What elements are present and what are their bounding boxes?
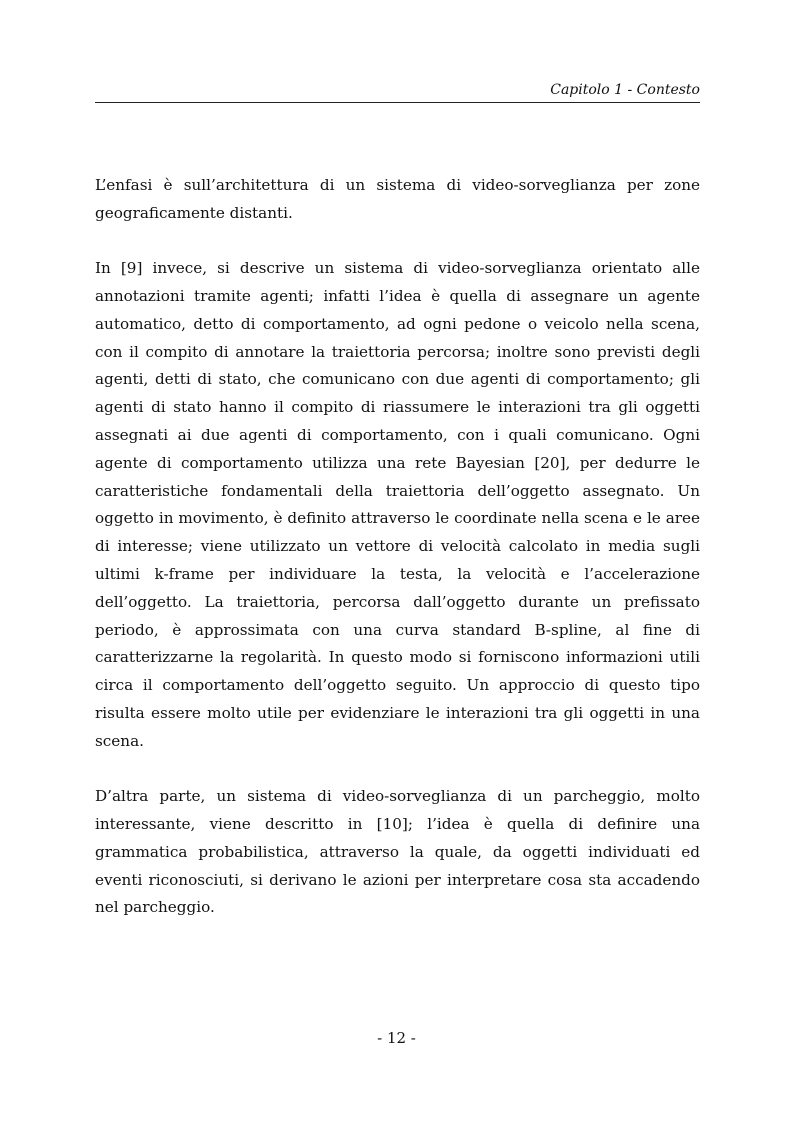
paragraph-1: L’enfasi è sull’architettura di un sistema di video-sorveglianza per zone geograficamente distanti. [95,176,700,222]
paragraph-2: In [9] invece, si descrive un sistema di video-sorveglianza orientato alle annotazioni tramite agenti; infatti l’idea è quella di assegnare un agente automatico, detto di comportamento, ad ogni pedone o veicolo nella scena, con il compito di annotare la traiettoria percorsa; inoltre sono previsti degli agenti, detti di stato, che comunicano con due agenti di comportamento; gli agenti di stato hanno il compito di riassumere le interazioni tra gli oggetti assegnati ai due agenti di comportamento, con i quali comunicano. Ogni agente di comportamento utilizza una rete Bayesian [20], per dedurre le caratteristiche fondamentali della traiettoria dell’oggetto assegnato. Un oggetto in movimento, è definito attraverso le coordinate nella scena e le aree di interesse; viene utilizzato un vettore di velocità calcolato in media sugli ultimi k-frame per individuare la testa, la velocità e l’accelerazione dell’oggetto. La traiettoria, percorsa dall’oggetto durante un prefissato periodo, è approssimata con una curva standard B-spline, al fine di caratterizzarne la regolarità. In questo modo si forniscono informazioni utili circa il comportamento dell’oggetto seguito. Un approccio di questo tipo risulta essere molto utile per evidenziare le interazioni tra gli oggetti in una scena. [95,259,700,750]
paragraph-3: D’altra parte, un sistema di video-sorveglianza di un parcheggio, molto interessante, viene descritto in [10]; l’idea è quella di definire una grammatica probabilistica, attraverso la quale, da oggetti individuati ed eventi riconosciuti, si derivano le azioni per interpretare cosa sta accadendo nel parcheggio. [95,787,700,917]
running-header [95,80,700,103]
body-text [95,172,700,922]
chapter-title: Capitolo 1 - Contesto [550,82,700,98]
page-number: - 12 - [377,1029,416,1047]
